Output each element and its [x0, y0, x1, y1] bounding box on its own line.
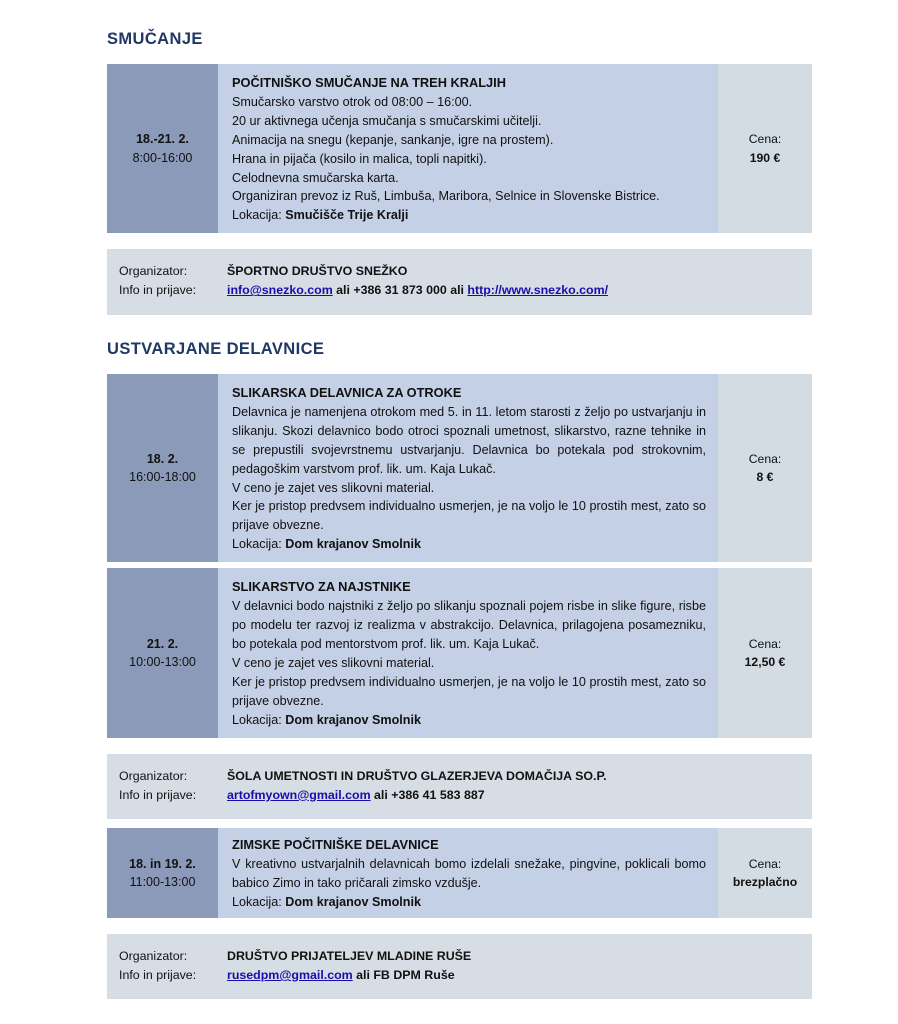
info-value[interactable]	[227, 786, 485, 805]
event-price-cell	[718, 374, 812, 562]
info-text: ali +386 31 873 000 ali	[332, 283, 468, 298]
info-row	[119, 786, 798, 805]
event-row	[107, 568, 812, 737]
section-title: SMUČANJE	[107, 30, 203, 48]
info-value[interactable]	[227, 966, 455, 985]
event-location-value: Dom krajanov Smolnik	[285, 712, 421, 727]
event-price-cell	[718, 568, 812, 737]
event-date-time: 8:00-16:00	[132, 150, 193, 165]
event-location-label: Lokacija:	[232, 712, 286, 727]
info-text: ali FB DPM Ruše	[352, 968, 455, 983]
event-paragraph-secondary: Ker je pristop predvsem individualno usmerjen, je na voljo le 10 prostih mest, zato so prijave obvezne.	[232, 499, 706, 533]
organizer-block	[107, 249, 812, 314]
event-row	[107, 64, 812, 233]
price-label: Cena:	[748, 856, 782, 871]
organizer-value: ŠPORTNO DRUŠTVO SNEŽKO	[227, 264, 408, 279]
event-location-label: Lokacija:	[232, 537, 286, 552]
event-date-time: 11:00-13:00	[129, 874, 196, 889]
event-date-cell	[107, 828, 218, 918]
event-detail-line: Organiziran prevoz iz Ruš, Limbuša, Maribora, Selnice in Slovenske Bistrice.	[232, 189, 660, 204]
info-label: Info in prijave:	[119, 283, 197, 298]
info-link[interactable]: info@snezko.com	[227, 283, 333, 298]
event-detail-line: V ceno je zajet ves slikovni material.	[232, 655, 435, 670]
info-label: Info in prijave:	[119, 968, 197, 983]
event-location-value: Dom krajanov Smolnik	[285, 537, 421, 552]
info-value[interactable]	[227, 281, 608, 300]
price-label: Cena:	[748, 132, 782, 147]
event-date-cell	[107, 374, 218, 562]
price-value: 8 €	[756, 469, 774, 484]
price-label: Cena:	[748, 636, 782, 651]
price-value: 190 €	[749, 150, 781, 165]
info-link[interactable]: http://www.snezko.com/	[467, 283, 609, 298]
event-date-main: 18.-21. 2.	[136, 132, 189, 147]
event-title: SLIKARSKA DELAVNICA ZA OTROKE	[232, 384, 462, 400]
organizer-label: Organizator:	[119, 264, 188, 279]
organizer-block	[107, 934, 812, 999]
info-link[interactable]: artofmyown@gmail.com	[227, 787, 371, 802]
price-label: Cena:	[748, 451, 782, 466]
event-paragraph: V delavnici bodo najstniki z željo po slikanju spoznali pojem risbe in slike figure, risbe po modelu ter razvoj iz realizma v abstrakcijo. Delavnica, prilagojena posamezniku, bo potekala pod mentorstvom prof. lik. um. Kaja Lukač.	[232, 599, 706, 652]
section-title: USTVARJANE DELAVNICE	[107, 340, 325, 358]
event-detail-line: Smučarsko varstvo otrok od 08:00 – 16:00.	[232, 94, 473, 109]
event-detail-line: V ceno je zajet ves slikovni material.	[232, 480, 435, 495]
event-row	[107, 374, 812, 562]
event-date-main: 21. 2.	[146, 636, 179, 651]
section-zimske-pocitniske-delavnice	[107, 828, 812, 999]
event-row	[107, 828, 812, 918]
event-paragraph: Delavnica je namenjena otrokom med 5. in 11. letom starosti z željo po ustvarjanju in slikanju. Skozi delavnico bodo otroci spoznali umetnost, slikarstvo, razne tehnike in se prepustili svojevrstnemu ustvarjanju. Delavnica bo potekala pod strokovnim, pedagoškim varstvom prof. lik. um. Kaja Lukač.	[232, 404, 706, 476]
info-label: Info in prijave:	[119, 787, 197, 802]
event-location-label: Lokacija:	[232, 208, 286, 223]
event-title: SLIKARSTVO ZA NAJSTNIKE	[232, 579, 411, 595]
event-location-value: Smučišče Trije Kralji	[285, 208, 409, 223]
event-date-time: 10:00-13:00	[129, 654, 196, 669]
organizer-row	[119, 262, 798, 281]
event-date-cell	[107, 568, 218, 737]
section-smucanje	[107, 30, 812, 315]
info-row	[119, 966, 798, 985]
event-body-cell	[218, 64, 718, 233]
event-paragraph-secondary: Ker je pristop predvsem individualno usmerjen, je na voljo le 10 prostih mest, zato so prijave obvezne.	[232, 674, 706, 708]
event-title: POČITNIŠKO SMUČANJE NA TREH KRALJIH	[232, 74, 506, 90]
event-date-cell	[107, 64, 218, 233]
event-title: ZIMSKE POČITNIŠKE DELAVNICE	[232, 837, 439, 852]
price-value: brezplačno	[732, 874, 798, 889]
info-row	[119, 281, 798, 300]
event-paragraph: V kreativno ustvarjalnih delavnicah bomo izdelali snežake, pingvine, poklicali bomo babico Zimo in tako pričarali zimsko vzdušje.	[232, 857, 706, 891]
event-location	[232, 893, 706, 912]
event-price-cell	[718, 64, 812, 233]
event-detail-line: Hrana in pijača (kosilo in malica, topli napitki).	[232, 151, 487, 166]
event-price-cell	[718, 828, 812, 918]
event-detail-line: Animacija na snegu (kepanje, sankanje, igre na prostem).	[232, 132, 554, 147]
event-body-cell	[218, 374, 718, 562]
organizer-block	[107, 754, 812, 819]
event-date-main: 18. in 19. 2.	[129, 856, 196, 871]
organizer-value: DRUŠTVO PRIJATELJEV MLADINE RUŠE	[227, 948, 472, 963]
organizer-label: Organizator:	[119, 768, 188, 783]
event-location	[232, 711, 706, 730]
event-detail-line: Celodnevna smučarska karta.	[232, 170, 399, 185]
organizer-label: Organizator:	[119, 948, 188, 963]
event-location	[232, 535, 706, 554]
info-link[interactable]: rusedpm@gmail.com	[227, 968, 353, 983]
event-location-label: Lokacija:	[232, 894, 286, 909]
price-value: 12,50 €	[744, 654, 786, 669]
organizer-value: ŠOLA UMETNOSTI IN DRUŠTVO GLAZERJEVA DOMAČIJA SO.P.	[227, 768, 607, 783]
event-body-cell	[218, 568, 718, 737]
event-body-cell	[218, 828, 718, 918]
event-date-main: 18. 2.	[146, 451, 179, 466]
info-text: ali +386 41 583 887	[370, 787, 485, 802]
event-location-value: Dom krajanov Smolnik	[285, 894, 421, 909]
event-location	[232, 206, 706, 225]
event-detail-line: 20 ur aktivnega učenja smučanja s smučarskimi učitelji.	[232, 113, 542, 128]
event-date-time: 16:00-18:00	[129, 469, 196, 484]
section-ustvarjane-delavnice	[107, 340, 812, 819]
organizer-row	[119, 767, 798, 786]
organizer-row	[119, 947, 798, 966]
